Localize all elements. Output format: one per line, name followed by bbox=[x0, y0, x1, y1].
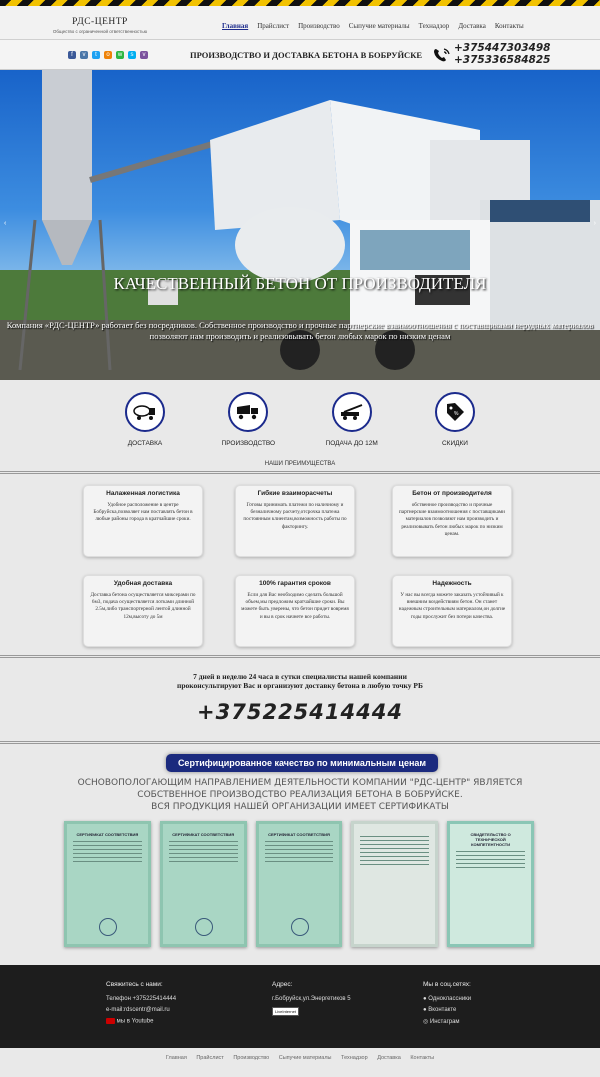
feature-label: ПРОИЗВОДСТВО bbox=[221, 440, 276, 447]
divider bbox=[0, 741, 600, 744]
certificate-heading: СЕРТИФИКАТ СООТВЕТСТВИЯ bbox=[268, 832, 330, 837]
advantage-card bbox=[392, 575, 512, 647]
nav-item-bulk[interactable]: Сыпучие материалы bbox=[348, 22, 410, 30]
card-title: Надежность bbox=[432, 580, 472, 587]
card-title: Налаженная логистика bbox=[106, 490, 180, 497]
footer-nav-bulk[interactable]: Сыпучие материалы bbox=[278, 1055, 332, 1061]
footer-nav-home[interactable]: Главная bbox=[165, 1055, 187, 1061]
mixer-truck-icon bbox=[125, 392, 165, 432]
social-share bbox=[68, 51, 148, 59]
nav-item-contacts[interactable]: Контакты bbox=[494, 22, 524, 30]
card-text: Если для Вас необходимо сделать большой объем,мы предложим кратчайшие сроки. Вы можете быть уверены, что бетон придет вовремя и вы в срок начнете все работы. bbox=[241, 592, 349, 620]
certificate-image[interactable] bbox=[447, 821, 534, 947]
discount-tag-icon bbox=[435, 392, 475, 432]
quality-line-2: СОБСТВЕННОЕ ПРОИЗВОДСТВО РЕАЛИЗАЦИЯ БЕТОНА В БОБРУЙСКЕ. bbox=[137, 790, 463, 800]
advantages-title: НАШИ ПРЕИМУЩЕСТВА bbox=[264, 461, 336, 467]
footer-ok-link[interactable] bbox=[423, 996, 471, 1002]
certificate-image[interactable] bbox=[64, 821, 151, 947]
feature-production[interactable] bbox=[213, 392, 283, 447]
brand-subtitle: Общество с ограниченной ответственностью bbox=[52, 29, 148, 34]
footer-instagram-link[interactable] bbox=[423, 1018, 471, 1025]
footer-nav-price[interactable]: Прайслист bbox=[196, 1055, 224, 1061]
card-title: 100% гарантия сроков bbox=[259, 580, 331, 587]
card-text: Удобное расположение в центре Бобруйска,позволяет нам поставлять бетон в любые районы города в кратчайшие сроки. bbox=[93, 502, 193, 523]
card-title: Удобная доставка bbox=[113, 580, 173, 587]
hero-text: Компания «РДС-ЦЕНТР» работает без посредников. Собственное производство и прочные партнерские взаимоотношения с поставщиками нерудных материалов позволяют нам производить и реализовывать бетон любых марок по низким ценам bbox=[6, 320, 594, 341]
card-text: Готовы принимать платежи по наличному и безналичному расчету,отсрочка платежа постоянным клиентам,возможность работы по факторингу. bbox=[243, 502, 347, 530]
counter-label: LiveInternet bbox=[275, 1009, 296, 1014]
card-title: Гибкие взаиморасчеты bbox=[257, 490, 333, 497]
footer-social bbox=[423, 981, 471, 1030]
vk-icon: ● bbox=[423, 1007, 427, 1013]
phone-icon bbox=[432, 46, 452, 64]
hero-heading: КАЧЕСТВЕННЫЙ БЕТОН ОТ ПРОИЗВОДИТЕЛЯ bbox=[113, 274, 487, 293]
advantage-card bbox=[235, 485, 355, 557]
whatsapp-icon[interactable]: w bbox=[117, 51, 123, 58]
advantage-card bbox=[83, 575, 203, 647]
facebook-icon[interactable]: f bbox=[68, 51, 76, 59]
vk-label: Вконтакте bbox=[428, 1007, 457, 1013]
feature-label: ПОДАЧА ДО 12М bbox=[325, 440, 378, 447]
quality-line-3: ВСЯ ПРОДУКЦИЯ НАШЕЙ ОРГАНИЗАЦИИ ИМЕЕТ СЕРТИФИКАТЫ bbox=[151, 802, 449, 812]
footer-nav-supervision[interactable]: Технадзор bbox=[341, 1055, 368, 1061]
certificates bbox=[64, 821, 534, 947]
feature-icons bbox=[110, 392, 490, 447]
concrete-pump-icon bbox=[332, 392, 372, 432]
brand-name: РДС-ЦЕНТР bbox=[72, 17, 128, 27]
liveinternet-counter[interactable] bbox=[272, 1007, 299, 1016]
footer-email[interactable]: e-mail:rdscentr@mail.ru bbox=[106, 1007, 170, 1013]
twitter-icon[interactable]: t bbox=[92, 51, 100, 59]
footer-nav bbox=[0, 1055, 600, 1061]
footer-contacts-title: Свяжитесь с нами: bbox=[106, 981, 163, 988]
advantage-card bbox=[83, 485, 203, 557]
certificate-heading: СЕРТИФИКАТ СООТВЕТСТВИЯ bbox=[172, 832, 235, 837]
footer-contacts bbox=[106, 981, 176, 1030]
divider bbox=[0, 471, 600, 474]
advantage-card bbox=[392, 485, 512, 557]
nav-item-delivery[interactable]: Доставка bbox=[458, 22, 486, 30]
promo-line-1: 7 дней в неделю 24 часа в сутки специалисты нашей компании bbox=[193, 672, 407, 681]
footer-address-title: Адрес: bbox=[272, 981, 293, 988]
promo-phone[interactable]: +375225414444 bbox=[197, 700, 403, 724]
certificate-heading: СЕРТИФИКАТ СООТВЕТСТВИЯ bbox=[76, 832, 139, 837]
header-bar bbox=[0, 40, 600, 70]
main-nav bbox=[200, 6, 524, 30]
footer-address bbox=[272, 981, 351, 1021]
footer-address-text: г.Бобруйск,ул.Энергетиков 5 bbox=[272, 996, 351, 1002]
promo-line-2: проконсультируют Вас и организуют доставку бетона в любую точку РБ bbox=[177, 681, 423, 690]
youtube-label: мы в Youtube bbox=[116, 1018, 154, 1025]
vk-icon[interactable]: v bbox=[80, 51, 88, 59]
promo-text bbox=[0, 672, 600, 690]
slider-next-icon[interactable]: › bbox=[593, 220, 596, 227]
nav-item-price[interactable]: Прайслист bbox=[257, 22, 290, 30]
card-text: Доставка бетона осуществляется миксерами по 6м3, подача осуществляется лотками длинной 2.5м,либо транспортерной лентой длинной 12м,высоту до 5м bbox=[90, 592, 196, 620]
divider bbox=[0, 655, 600, 658]
instagram-label: Инстаграм bbox=[429, 1019, 460, 1025]
odnoklassniki-icon: ● bbox=[423, 996, 427, 1002]
card-title: Бетон от производителя bbox=[412, 490, 492, 497]
viber-icon[interactable]: v bbox=[140, 51, 148, 59]
phone-number-1[interactable]: +375447303498 bbox=[454, 42, 551, 54]
dump-truck-icon bbox=[228, 392, 268, 432]
top-bar bbox=[0, 6, 600, 40]
slider-prev-icon[interactable]: ‹ bbox=[4, 220, 7, 227]
certificate-image[interactable] bbox=[160, 821, 247, 947]
phone-number-2[interactable]: +375336584825 bbox=[454, 53, 551, 66]
footer-social-title: Мы в соц.сетях: bbox=[423, 981, 471, 988]
footer-nav-delivery[interactable]: Доставка bbox=[377, 1055, 401, 1061]
hero-banner bbox=[0, 70, 600, 380]
footer-youtube[interactable] bbox=[106, 1018, 176, 1025]
advantage-card bbox=[235, 575, 355, 647]
feature-delivery[interactable] bbox=[110, 392, 180, 447]
nav-item-home[interactable]: Главная bbox=[222, 22, 249, 30]
header-phones bbox=[432, 43, 550, 66]
odnoklassniki-icon[interactable]: o bbox=[104, 51, 112, 59]
card-text: обственное производство и прочные партнерские взаимоотношения с поставщиками материалов позволяют нам производить и реализовывать бетон любых марок по низким ценам. bbox=[399, 502, 505, 537]
quality-badge: Сертифицированное качество по минимальным ценам bbox=[166, 754, 438, 772]
logo[interactable] bbox=[0, 6, 200, 34]
footer-phone[interactable]: Телефон +375225414444 bbox=[106, 996, 177, 1002]
page-title: ПРОИЗВОДСТВО И ДОСТАВКА БЕТОНА В БОБРУЙСКЕ bbox=[190, 50, 423, 60]
quality-text bbox=[0, 777, 600, 813]
svg-text:%: % bbox=[453, 411, 459, 417]
instagram-icon: ◎ bbox=[423, 1019, 429, 1025]
certificate-image[interactable] bbox=[351, 821, 438, 947]
card-text: У нас вы всегда можете заказать устойчивый к внешним воздействиям бетон. Он станет надежным строительным материалом,он долгие годы прослужит без потери качества. bbox=[398, 592, 506, 620]
nav-item-production[interactable]: Производство bbox=[298, 22, 340, 30]
certificate-image[interactable] bbox=[256, 821, 343, 947]
footer-nav-production[interactable]: Производство bbox=[233, 1055, 270, 1061]
footer bbox=[0, 965, 600, 1048]
nav-item-supervision[interactable]: Технадзор bbox=[418, 22, 450, 30]
feature-discounts[interactable] bbox=[420, 392, 490, 447]
certificate-heading: СВИДЕТЕЛЬСТВО О ТЕХНИЧЕСКОЙ КОМПЕТЕНТНОСТИ bbox=[470, 832, 511, 847]
feature-label: ДОСТАВКА bbox=[127, 440, 163, 447]
feature-label: СКИДКИ bbox=[441, 440, 468, 447]
feature-pump[interactable] bbox=[317, 392, 387, 447]
skype-icon[interactable]: s bbox=[128, 51, 136, 59]
footer-nav-contacts[interactable]: Контакты bbox=[410, 1055, 435, 1061]
ok-label: Одноклассники bbox=[428, 996, 472, 1002]
youtube-icon bbox=[106, 1018, 115, 1024]
quality-line-1: ОСНОВОПОЛОГАЮЩИМ НАПРАВЛЕНИЕМ ДЕЯТЕЛЬНОСТИ КОМПАНИИ "РДС-ЦЕНТР" ЯВЛЯЕТСЯ bbox=[77, 778, 523, 788]
footer-vk-link[interactable] bbox=[423, 1007, 471, 1013]
